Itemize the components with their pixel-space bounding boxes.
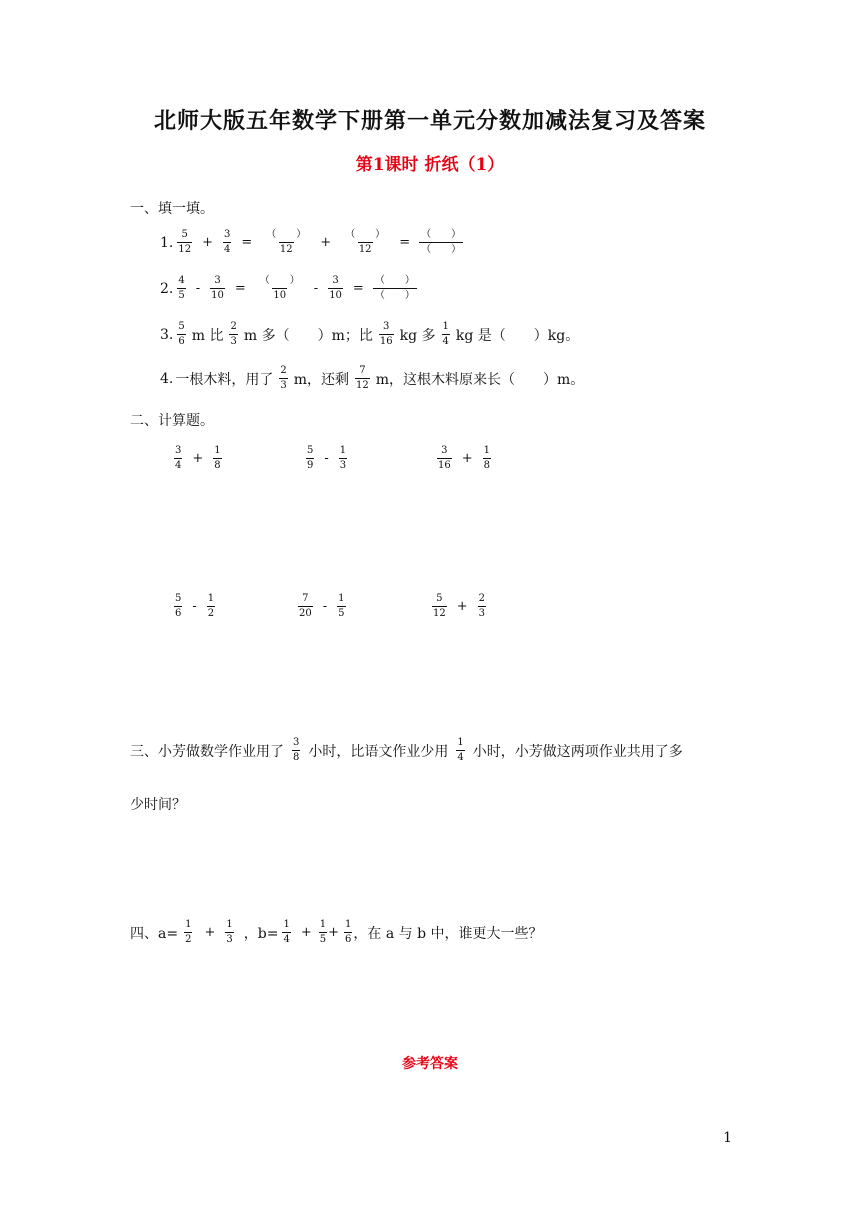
fraction: $\frac{1}{8}$	[214, 445, 221, 471]
question-number: 1.	[160, 234, 174, 251]
question-number: 3.	[160, 326, 174, 343]
minus-sign: -	[313, 281, 319, 296]
calc-item	[428, 594, 490, 619]
calc-item	[170, 446, 226, 471]
question-1-1	[160, 230, 466, 255]
minus-sign: -	[195, 281, 201, 296]
calc-item	[294, 594, 350, 619]
question-1-4	[160, 366, 586, 391]
operator: -	[322, 599, 328, 614]
lesson-subtitle: 第1课时 折纸（1）	[355, 155, 505, 175]
fraction: $\frac{1}{5}$	[319, 919, 327, 945]
fraction: $\frac{3}{16}$	[438, 445, 451, 471]
fraction: $\frac{1}{3}$	[339, 445, 347, 471]
question-text: 小时，比语文作业少用	[308, 743, 449, 760]
fraction: $\frac{5}{12}$	[178, 229, 192, 255]
plus-sign: +	[300, 925, 312, 940]
plus-sign: +	[204, 925, 216, 940]
fraction: $\frac{1}{2}$	[207, 593, 215, 619]
section-4-question	[130, 920, 542, 945]
fraction: $\frac{1}{4}$	[442, 321, 449, 347]
fraction: $\frac{2}{3}$	[230, 321, 237, 347]
fraction: $\frac{3}{4}$	[224, 229, 231, 255]
page-number: 1	[723, 1130, 732, 1146]
fraction: $\frac{1}{5}$	[338, 593, 345, 619]
fraction: $\frac{7}{20}$	[299, 593, 312, 619]
section-3-question-cont: 少时间？	[130, 797, 186, 813]
page-title: 北师大版五年数学下册第一单元分数加减法复习及答案	[153, 108, 706, 134]
fraction: $\frac{3}{16}$	[379, 321, 393, 347]
question-text: ，b=	[243, 925, 279, 942]
question-text: m，这根木料原来长（ ）m。	[375, 371, 585, 388]
question-number: 4.	[160, 370, 174, 387]
section-3-question	[130, 738, 683, 763]
fraction: $\frac{5}{6}$	[175, 593, 182, 619]
question-1-3	[160, 322, 581, 347]
fraction: $\frac{1}{4}$	[283, 919, 290, 945]
fraction: $\frac{5}{6}$	[178, 321, 185, 347]
calc-item	[302, 446, 351, 471]
fraction: $\frac{1}{3}$	[226, 919, 233, 945]
fraction: $\frac{5}{9}$	[307, 445, 314, 471]
fraction: $\frac{1}{6}$	[345, 919, 352, 945]
answers-title: 参考答案	[402, 1056, 458, 1072]
question-text: ，在 a 与 b 中，谁更大一些？	[353, 925, 543, 942]
fraction: $\frac{2}{3}$	[478, 593, 486, 619]
calc-item	[170, 594, 219, 619]
fraction: $\frac{1}{2}$	[185, 919, 192, 945]
question-text: 四、a=	[130, 925, 179, 942]
fraction: $\frac{3}{8}$	[293, 737, 300, 763]
blank-fraction: $\frac{( )}{12}$	[345, 229, 386, 255]
equals-sign: =	[352, 281, 364, 296]
fraction: $\frac{5}{12}$	[433, 593, 446, 619]
question-text: m 比	[191, 327, 224, 344]
question-text: 三、小芳做数学作业用了	[130, 743, 284, 760]
question-text: kg 是（ ）kg。	[455, 327, 580, 344]
plus-sign: +	[328, 925, 339, 940]
question-1-2	[160, 276, 420, 301]
section-1-heading: 一、填一填。	[130, 201, 214, 217]
operator: -	[192, 599, 197, 614]
fraction: $\frac{2}{3}$	[280, 365, 287, 391]
section-2-heading: 二、计算题。	[130, 413, 214, 429]
fraction: $\frac{3}{10}$	[211, 275, 224, 301]
equals-sign: =	[234, 281, 246, 296]
calc-item	[433, 446, 495, 471]
equals-sign: =	[399, 235, 411, 250]
fraction: $\frac{3}{4}$	[175, 445, 182, 471]
fraction: $\frac{7}{12}$	[356, 365, 369, 391]
operator: +	[461, 451, 473, 466]
plus-sign: +	[320, 235, 332, 250]
equals-sign: =	[241, 235, 253, 250]
fraction: $\frac{3}{10}$	[329, 275, 342, 301]
question-text: 小时，小芳做这两项作业共用了多	[472, 743, 683, 760]
plus-sign: +	[202, 235, 213, 250]
question-number: 2.	[160, 280, 174, 297]
blank-fraction: $\frac{( )}{12}$	[266, 229, 307, 255]
blank-fraction: $\frac{( )}{( )}$	[374, 275, 415, 301]
question-text: m 多（ ）m；比	[243, 327, 373, 344]
fraction: $\frac{4}{5}$	[178, 275, 185, 301]
operator: -	[324, 451, 329, 466]
blank-fraction: $\frac{( )}{10}$	[259, 275, 300, 301]
fraction: $\frac{1}{8}$	[483, 445, 491, 471]
question-text: m，还剩	[293, 371, 350, 388]
operator: +	[456, 599, 468, 614]
operator: +	[192, 451, 204, 466]
blank-fraction: $\frac{( )}{( )}$	[421, 229, 462, 255]
question-text: 一根木料，用了	[175, 371, 274, 388]
fraction: $\frac{1}{4}$	[457, 737, 464, 763]
question-text: kg 多	[399, 327, 436, 344]
